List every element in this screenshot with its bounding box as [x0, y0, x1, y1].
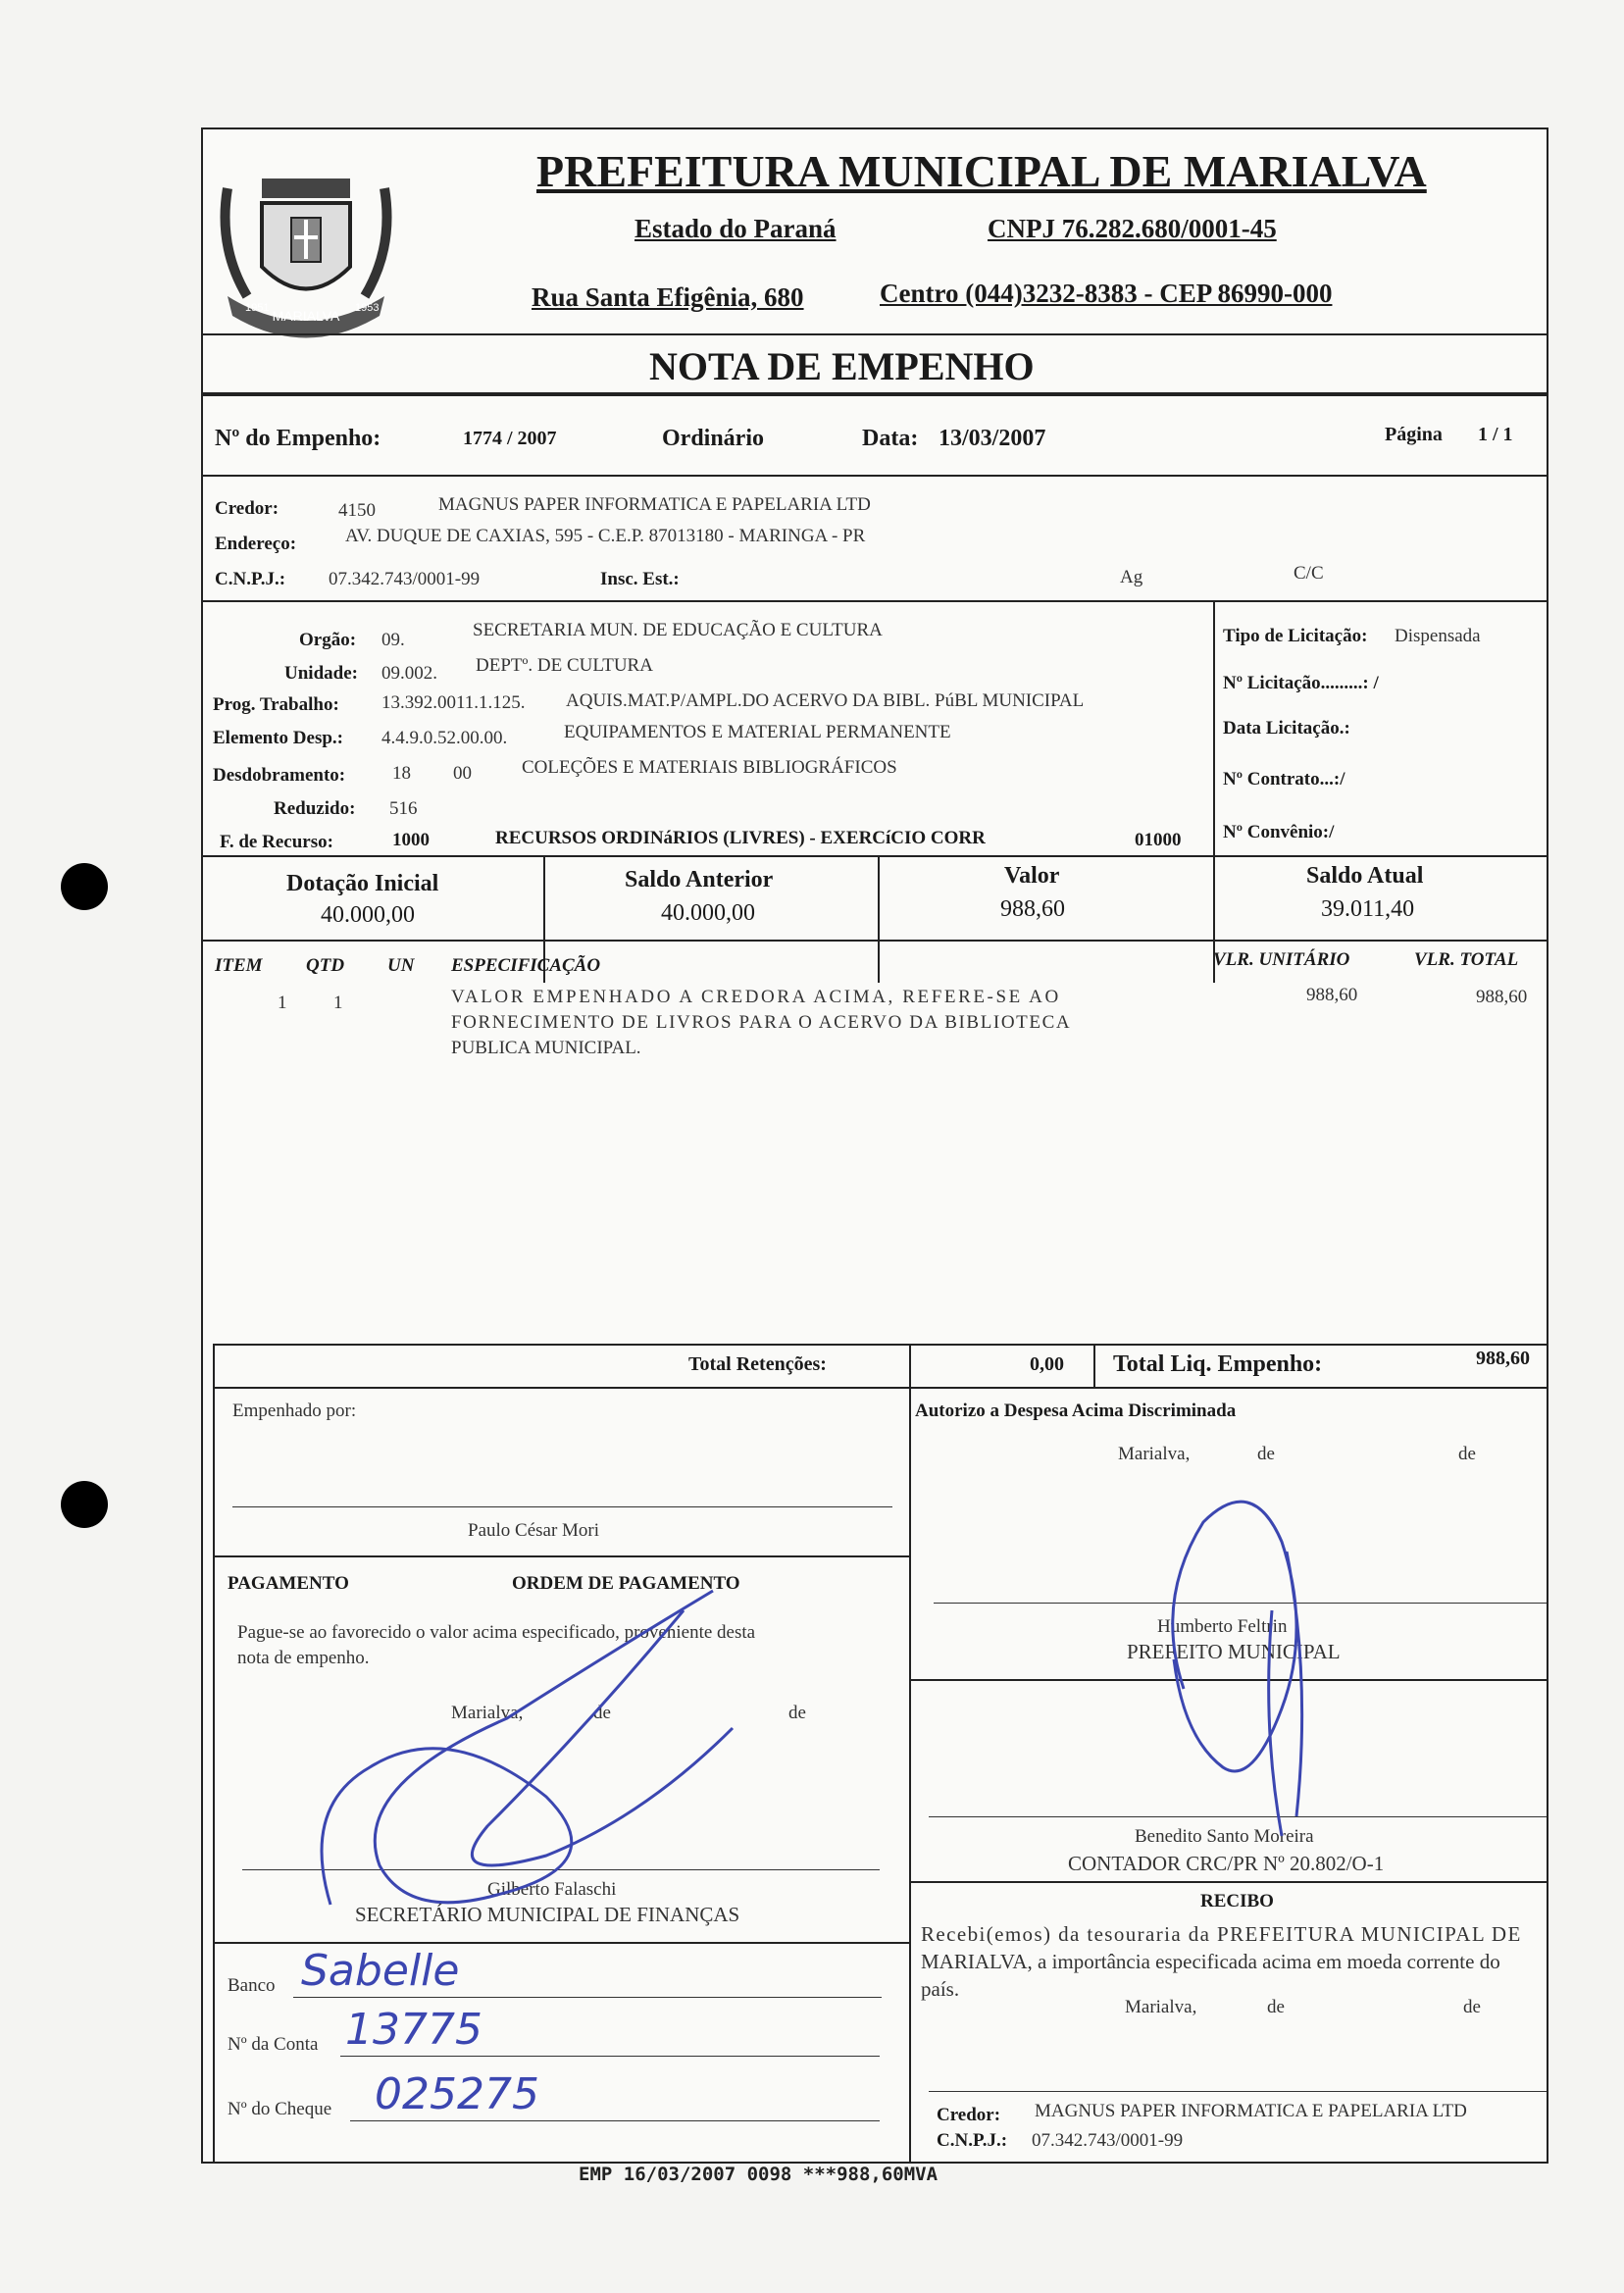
empenho-number-label: Nº do Empenho:: [215, 426, 381, 451]
desdobramento-label: Desdobramento:: [213, 765, 346, 786]
licitacao-type-label: Tipo de Licitação:: [1223, 626, 1368, 646]
ordem-pagamento-label: ORDEM DE PAGAMENTO: [512, 1573, 740, 1594]
saldo-atual-label: Saldo Atual: [1306, 863, 1424, 889]
punch-hole-bottom: [61, 1481, 108, 1528]
municipality-cnpj: CNPJ 76.282.680/0001-45: [988, 214, 1277, 243]
unidade-label: Unidade:: [284, 663, 358, 684]
contador-name: Benedito Santo Moreira: [1135, 1826, 1314, 1847]
row-total-value: 988,60: [1476, 987, 1528, 1007]
desdobramento-code-2: 00: [453, 763, 472, 784]
retencoes-label: Total Retenções:: [688, 1353, 827, 1375]
banco-value: Sabelle: [301, 1946, 460, 1996]
retencoes-value: 0,00: [1030, 1353, 1064, 1375]
recibo-cnpj-label: C.N.P.J.:: [937, 2130, 1008, 2151]
recurso-code: 1000: [392, 830, 430, 850]
elemento-label: Elemento Desp.:: [213, 728, 343, 748]
municipal-crest-icon: [208, 149, 404, 345]
creditor-insc-label: Insc. Est.:: [600, 569, 680, 589]
creditor-name: MAGNUS PAPER INFORMATICA E PAPELARIA LTD: [438, 494, 871, 515]
dotacao-label: Dotação Inicial: [286, 871, 439, 896]
crest-year-left: 1951: [245, 302, 270, 314]
recibo-de-1: de: [1267, 1997, 1285, 2017]
orgao-name: SECRETARIA MUN. DE EDUCAÇÃO E CULTURA: [473, 620, 883, 640]
processing-stamp: EMP 16/03/2007 0098 ***988,60MVA: [579, 2164, 939, 2185]
pagamento-label: PAGAMENTO: [228, 1573, 349, 1594]
conta-value: 13775: [345, 2005, 482, 2055]
prog-trabalho-code: 13.392.0011.1.125.: [381, 692, 526, 713]
conta-label: Nº da Conta: [228, 2034, 319, 2055]
autorizo-city: Marialva,: [1118, 1444, 1191, 1464]
banco-label: Banco: [228, 1975, 276, 1996]
page-number: 1 / 1: [1478, 424, 1513, 445]
desdobramento-code-1: 18: [392, 763, 411, 784]
saldo-anterior-value: 40.000,00: [661, 900, 755, 926]
creditor-address: AV. DUQUE DE CAXIAS, 595 - C.E.P. 87013180 - MARINGA - PR: [345, 526, 866, 546]
recibo-line-1: Recebi(emos) da tesouraria da PREFEITURA MUNICIPAL DE: [921, 1922, 1522, 1946]
recibo-credor-label: Credor:: [937, 2105, 1001, 2125]
crest-year-right: 1953: [355, 302, 380, 314]
empenho-date: 13/03/2007: [939, 426, 1046, 451]
page-label: Página: [1385, 424, 1443, 445]
creditor-address-label: Endereço:: [215, 534, 297, 554]
pagamento-de-1: de: [593, 1703, 611, 1723]
dotacao-value: 40.000,00: [321, 902, 415, 928]
pagamento-city: Marialva,: [451, 1703, 524, 1723]
valor-label: Valor: [1004, 863, 1060, 889]
creditor-ag-label: Ag: [1120, 567, 1143, 587]
row-unit-value: 988,60: [1306, 985, 1358, 1005]
crest-motto: MARIALVA: [272, 308, 340, 324]
saldo-anterior-label: Saldo Anterior: [625, 867, 774, 892]
row-spec-line-1: VALOR EMPENHADO A CREDORA ACIMA, REFERE-SE AO: [451, 987, 1061, 1007]
prog-trabalho-name: AQUIS.MAT.P/AMPL.DO ACERVO DA BIBL. PúBL MUNICIPAL: [566, 690, 1085, 711]
creditor-code: 4150: [338, 500, 376, 521]
municipality-address: Rua Santa Efigênia, 680: [532, 282, 804, 312]
creditor-cnpj-label: C.N.P.J.:: [215, 569, 286, 589]
unidade-code: 09.002.: [381, 663, 437, 684]
row-spec-line-3: PUBLICA MUNICIPAL.: [451, 1038, 641, 1058]
creditor-cnpj: 07.342.743/0001-99: [329, 569, 481, 589]
autorizo-de-1: de: [1257, 1444, 1275, 1464]
municipality-title: PREFEITURA MUNICIPAL DE MARIALVA: [536, 146, 1427, 196]
items-header-un: UN: [387, 955, 415, 976]
state-name: Estado do Paraná: [634, 214, 837, 243]
unidade-name: DEPTº. DE CULTURA: [476, 655, 653, 676]
mayor-name: Humberto Feltrin: [1157, 1616, 1288, 1637]
desdobramento-name: COLEÇÕES E MATERIAIS BIBLIOGRÁFICOS: [522, 757, 897, 778]
saldo-atual-value: 39.011,40: [1321, 896, 1415, 922]
municipality-contact: Centro (044)3232-8383 - CEP 86990-000: [880, 279, 1333, 308]
orgao-code: 09.: [381, 630, 405, 650]
row-item: 1: [278, 993, 287, 1013]
contador-title: CONTADOR CRC/PR Nº 20.802/O-1: [1068, 1852, 1385, 1875]
autorizo-de-2: de: [1458, 1444, 1476, 1464]
empenho-date-label: Data:: [862, 426, 919, 451]
reduzido-label: Reduzido:: [274, 798, 356, 819]
empenho-type: Ordinário: [662, 426, 765, 451]
empenhado-por-label: Empenhado por:: [232, 1401, 357, 1421]
items-header-item: ITEM: [215, 955, 263, 976]
creditor-label: Credor:: [215, 498, 279, 519]
recibo-city: Marialva,: [1125, 1997, 1197, 2017]
recurso-name: RECURSOS ORDINáRIOS (LIVRES) - EXERCíCIO CORR: [495, 828, 986, 848]
items-header-spec: ESPECIFICAÇÃO: [451, 955, 601, 976]
recibo-line-2: MARIALVA, a importância especificada acima em moeda corrente do: [921, 1950, 1500, 1973]
pagamento-text-line-1: Pague-se ao favorecido o valor acima especificado, proveniente desta: [237, 1622, 756, 1643]
licitacao-number-label: Nº Licitação.........: /: [1223, 673, 1379, 693]
recurso-label: F. de Recurso:: [220, 832, 333, 852]
empenho-number: 1774 / 2007: [463, 428, 557, 449]
autorizo-label: Autorizo a Despesa Acima Discriminada: [915, 1401, 1237, 1421]
signature-secretary-icon: [291, 1571, 801, 1944]
cheque-label: Nº do Cheque: [228, 2099, 332, 2119]
licitacao-type: Dispensada: [1395, 626, 1481, 646]
creditor-cc-label: C/C: [1294, 563, 1324, 584]
contrato-label: Nº Contrato...:/: [1223, 769, 1345, 790]
recibo-line-3: país.: [921, 1977, 960, 2001]
licitacao-date-label: Data Licitação.:: [1223, 718, 1350, 739]
secretary-title: SECRETÁRIO MUNICIPAL DE FINANÇAS: [355, 1903, 740, 1926]
items-header-unit-value: VLR. UNITÁRIO: [1213, 949, 1350, 970]
valor-value: 988,60: [1000, 896, 1065, 922]
pagamento-text-line-2: nota de empenho.: [237, 1648, 370, 1668]
items-header-total-value: VLR. TOTAL: [1414, 949, 1519, 970]
recibo-title: RECIBO: [1200, 1891, 1274, 1911]
prog-trabalho-label: Prog. Trabalho:: [213, 694, 339, 715]
liq-label: Total Liq. Empenho:: [1113, 1351, 1323, 1377]
signature-mayor-icon: [1115, 1483, 1370, 1846]
liq-value: 988,60: [1476, 1348, 1530, 1369]
mayor-title: PREFEITO MUNICIPAL: [1127, 1640, 1341, 1663]
recibo-credor-name: MAGNUS PAPER INFORMATICA E PAPELARIA LTD: [1035, 2101, 1467, 2121]
secretary-name: Gilberto Falaschi: [487, 1879, 617, 1900]
nota-de-empenho-form: [201, 127, 1548, 2164]
reduzido-code: 516: [389, 798, 418, 819]
orgao-label: Orgão:: [299, 630, 357, 650]
cheque-value: 025275: [375, 2069, 539, 2119]
row-qtd: 1: [333, 993, 343, 1013]
punch-hole-top: [61, 863, 108, 910]
items-header-qtd: QTD: [306, 955, 345, 976]
document-title: NOTA DE EMPENHO: [649, 344, 1035, 388]
convenio-label: Nº Convênio:/: [1223, 822, 1335, 842]
pagamento-de-2: de: [788, 1703, 806, 1723]
recibo-cnpj: 07.342.743/0001-99: [1032, 2130, 1184, 2151]
elemento-name: EQUIPAMENTOS E MATERIAL PERMANENTE: [564, 722, 951, 742]
elemento-code: 4.4.9.0.52.00.00.: [381, 728, 508, 748]
recibo-de-2: de: [1463, 1997, 1481, 2017]
row-spec-line-2: FORNECIMENTO DE LIVROS PARA O ACERVO DA BIBLIOTECA: [451, 1012, 1072, 1033]
empenhado-por-name: Paulo César Mori: [468, 1520, 600, 1541]
recurso-code-2: 01000: [1135, 830, 1182, 850]
